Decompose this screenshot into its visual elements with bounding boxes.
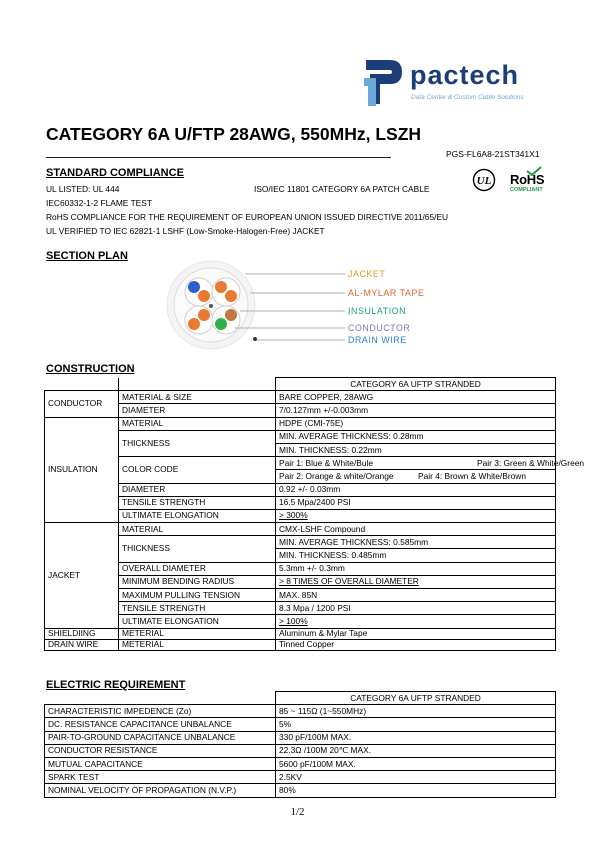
table-row <box>45 757 556 770</box>
rohs-subtitle: COMPLIANT <box>510 187 543 193</box>
standard-compliance-heading: STANDARD COMPLIANCE <box>46 167 184 179</box>
row-value: 5.3mm +/- 0.3mm <box>276 562 556 575</box>
table-row <box>45 562 556 575</box>
row-label: MUTUAL CAPACITANCE <box>45 757 276 770</box>
row-value: Aluminum & Mylar Tape <box>276 628 556 639</box>
row-value: 80% <box>276 784 556 797</box>
rohs-title: RoHS <box>510 172 545 187</box>
table-row <box>45 404 556 417</box>
row-label: TENSILE STRENGTH <box>119 602 276 615</box>
row-label: COLOR CODE <box>119 457 276 483</box>
row-value: 2.5KV <box>276 771 556 784</box>
row-value <box>276 470 556 483</box>
table-row <box>45 496 556 509</box>
row-value <box>276 457 585 470</box>
compliance-rohs: RoHS COMPLIANCE FOR THE REQUIREMENT OF EUROPEAN UNION ISSUED DIRECTIVE 2011/65/EU <box>46 212 449 222</box>
row-label: MAXIMUM PULLING TENSION <box>119 589 276 602</box>
table-row <box>45 718 556 731</box>
row-value: MIN. AVERAGE THICKNESS: 0.28mm <box>276 430 556 443</box>
row-value: HDPE (CMI-75E) <box>276 417 556 430</box>
construction-heading: CONSTRUCTION <box>46 363 135 375</box>
label-jacket: JACKET <box>348 269 386 279</box>
row-label: MATERIAL <box>119 523 276 536</box>
row-value: 22.3Ω /100M 20℃ MAX. <box>276 744 556 757</box>
table-row <box>45 771 556 784</box>
row-value: 7/0.127mm +/-0.003mm <box>276 404 556 417</box>
row-value: MIN. THICKNESS: 0.22mm <box>276 443 556 456</box>
table-row <box>45 575 556 588</box>
row-value: > 100% <box>276 615 556 628</box>
table-row <box>45 705 556 718</box>
compliance-ul-listed: UL LISTED: UL 444 <box>46 184 120 194</box>
pair-4: Pair 4: Brown & White/Brown <box>418 470 526 481</box>
group-insulation: INSULATION <box>45 417 119 523</box>
row-label: PAIR-TO-GROUND CAPACITANCE UNBALANCE <box>45 731 276 744</box>
table-row <box>45 731 556 744</box>
row-value: MIN. THICKNESS: 0.485mm <box>276 549 556 562</box>
construction-table <box>44 377 585 651</box>
row-value: 8.3 Mpa / 1200 PSI <box>276 602 556 615</box>
compliance-flame-test: IEC60332-1-2 FLAME TEST <box>46 198 152 208</box>
label-conductor: CONDUCTOR <box>348 323 411 333</box>
ul-certification-icon <box>472 168 496 192</box>
row-label: DIAMETER <box>119 483 276 496</box>
pair-1: Pair 1: Blue & White/Bule <box>279 457 374 468</box>
row-label: OVERALL DIAMETER <box>119 562 276 575</box>
row-label: MATERIAL <box>119 417 276 430</box>
row-label: THICKNESS <box>119 430 276 456</box>
row-value: 85 ~ 115Ω (1~550MHz) <box>276 705 556 718</box>
table-row <box>45 536 556 549</box>
row-label: ULTIMATE ELONGATION <box>119 615 276 628</box>
row-value: 16.5 Mpa/2400 PSI <box>276 496 556 509</box>
electric-requirement-table <box>44 691 556 798</box>
label-drain-wire: DRAIN WIRE <box>348 335 407 345</box>
logo-tagline: Data Center & Custom Cable Solutions <box>411 94 524 101</box>
table-row <box>45 430 556 443</box>
group-drain-wire: DRAIN WIRE <box>45 639 119 650</box>
table-row <box>45 628 556 639</box>
pair-3: Pair 3: Green & White/Green <box>477 457 585 468</box>
page-number: 1/2 <box>290 806 305 818</box>
table-row <box>45 602 556 615</box>
row-label: CHARACTERISTIC IMPEDENCE (Zo) <box>45 705 276 718</box>
table-row <box>45 457 556 470</box>
row-label: MATERIAL & SIZE <box>119 391 276 404</box>
compliance-lshf: UL VERIFIED TO IEC 62821-1 LSHF (Low-Smoke-Halogen-Free) JACKET <box>46 226 325 236</box>
column-header: CATEGORY 6A UFTP STRANDED <box>276 378 556 391</box>
row-label: DC. RESISTANCE CAPACITANCE UNBALANCE <box>45 718 276 731</box>
section-plan-heading: SECTION PLAN <box>46 250 128 262</box>
row-value: 330 pF/100M MAX. <box>276 731 556 744</box>
row-label: MINIMUM BENDING RADIUS <box>119 575 276 588</box>
svg-text:UL: UL <box>476 175 492 187</box>
table-row <box>45 744 556 757</box>
table-row <box>45 784 556 797</box>
row-value: > 300% <box>276 509 556 522</box>
row-label: NOMINAL VELOCITY OF PROPAGATION (N.V.P.) <box>45 784 276 797</box>
title-rule <box>46 157 391 158</box>
row-value: 0.92 +/- 0.03mm <box>276 483 556 496</box>
group-shielding: SHIELDIING <box>45 628 119 639</box>
row-value: Tinned Copper <box>276 639 556 650</box>
row-label: DIAMETER <box>119 404 276 417</box>
table-row <box>45 378 556 391</box>
compliance-iso: ISO/IEC 11801 CATEGORY 6A PATCH CABLE <box>254 184 430 194</box>
row-value: > 8 TIMES OF OVERALL DIAMETER <box>276 575 556 588</box>
row-label: CONDUCTOR RESISTANCE <box>45 744 276 757</box>
group-jacket: JACKET <box>45 523 119 629</box>
table-row <box>45 615 556 628</box>
table-row <box>45 417 556 430</box>
table-row <box>45 523 556 536</box>
cable-cross-section-diagram <box>165 260 465 352</box>
row-label: SPARK TEST <box>45 771 276 784</box>
row-label: METERIAL <box>119 639 276 650</box>
label-al-mylar-tape: AL-MYLAR TAPE <box>348 288 425 298</box>
pactech-logo-icon <box>360 56 406 108</box>
row-label: TENSILE STRENGTH <box>119 496 276 509</box>
document-number: PGS-FL6A8-21ST341X1 <box>446 149 540 159</box>
row-label: METERIAL <box>119 628 276 639</box>
row-value: MIN. AVERAGE THICKNESS: 0.585mm <box>276 536 556 549</box>
label-insulation: INSULATION <box>348 306 407 316</box>
table-row <box>45 391 556 404</box>
row-value: BARE COPPER, 28AWG <box>276 391 556 404</box>
logo-wordmark: pactech <box>410 60 520 90</box>
group-conductor: CONDUCTOR <box>45 391 119 417</box>
table-row <box>45 509 556 522</box>
row-value: 5600 pF/100M MAX. <box>276 757 556 770</box>
row-label: THICKNESS <box>119 536 276 562</box>
table-row <box>45 692 556 705</box>
column-header: CATEGORY 6A UFTP STRANDED <box>276 692 556 705</box>
table-row <box>45 589 556 602</box>
row-value: CMX-LSHF Compound <box>276 523 556 536</box>
table-row <box>45 639 556 650</box>
row-value: 5% <box>276 718 556 731</box>
row-value: MAX. 85N <box>276 589 556 602</box>
pair-2: Pair 2: Orange & white/Orange <box>279 470 394 481</box>
table-row <box>45 483 556 496</box>
document-title: CATEGORY 6A U/FTP 28AWG, 550MHz, LSZH <box>46 124 422 144</box>
electric-requirement-heading: ELECTRIC REQUIREMENT <box>46 679 186 691</box>
row-label: ULTIMATE ELONGATION <box>119 509 276 522</box>
